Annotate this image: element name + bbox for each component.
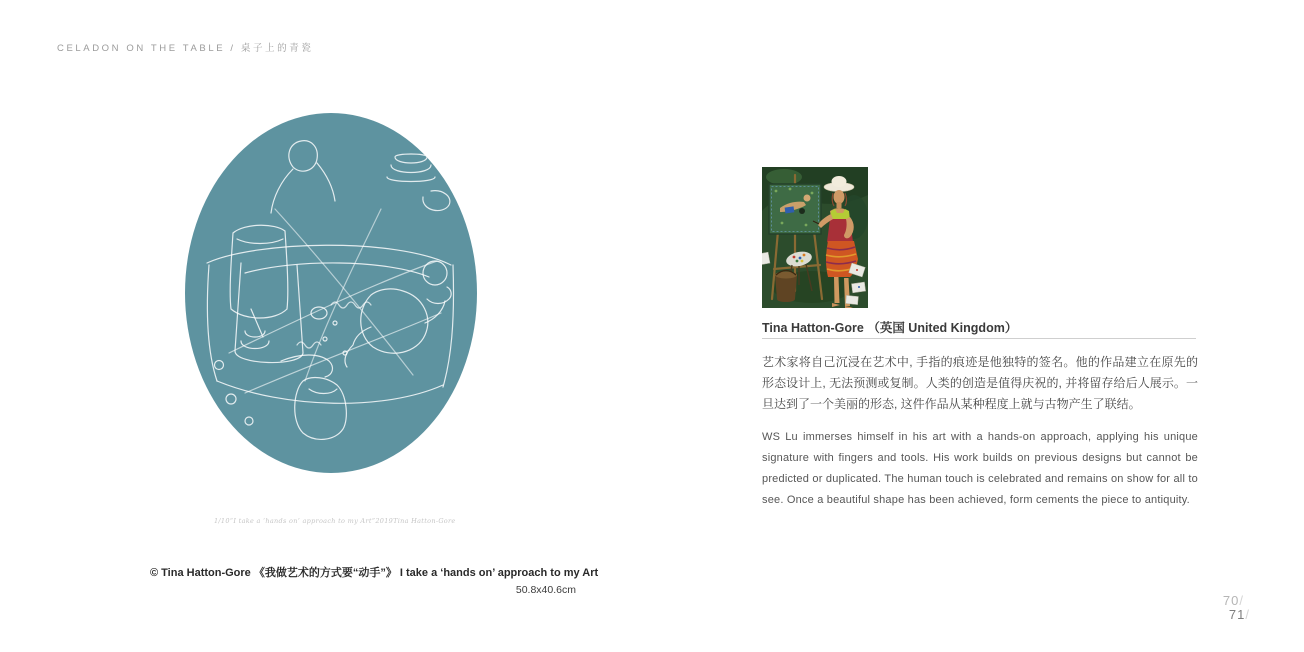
page-number-left-value: 70 xyxy=(1222,593,1240,608)
artist-bio-chinese: 艺术家将自己沉浸在艺术中, 手指的痕迹是他独特的签名。他的作品建立在原先的形态设计上, 无法预测或复制。人类的创造是值得庆祝的, 并将留存给后人展示。一旦达到了一个美丽的形态, 这件作品从某种程度上就与古物产生了联结。 xyxy=(762,355,1198,411)
edition-number: 1/10 xyxy=(214,517,230,525)
page-number-slash: / xyxy=(1245,607,1250,622)
pencil-year: 2019 xyxy=(375,517,394,525)
chapter-header: CELADON ON THE TABLE / 桌子上的青瓷 xyxy=(57,43,314,54)
page-number-right-value: 71 xyxy=(1228,607,1246,622)
divider-rule xyxy=(762,338,1196,339)
artist-portrait-painting xyxy=(762,167,868,308)
pencil-title: “I take a ‘hands on’ approach to my Art” xyxy=(229,517,376,525)
artwork-caption xyxy=(150,564,599,596)
artwork-caption-title: © Tina Hatton-Gore 《我做艺术的方式要“动手”》 I take a ‘hands on’ approach to my Art xyxy=(150,567,599,579)
page-number-left xyxy=(1204,593,1244,608)
artist-photo xyxy=(762,167,868,308)
pencil-inscription xyxy=(214,517,456,525)
pencil-signature: Tina Hatton-Gore xyxy=(393,517,456,525)
page-number-slash: / xyxy=(1239,593,1244,608)
page-number-right xyxy=(1204,607,1250,622)
artwork-print xyxy=(185,113,477,473)
celadon-oval-print xyxy=(185,113,477,473)
artwork-caption-size: 50.8x40.6cm xyxy=(515,584,576,596)
artist-name: Tina Hatton-Gore （英国 United Kingdom） xyxy=(762,321,1018,335)
artist-bio-english: WS Lu immerses himself in his art with a hands-on approach, applying his unique signature with fingers and tools. His work builds on previous designs but cannot be predicted or duplicated. The human touch is celebrated and remains on show for all to see. Once a beautiful shape has been achieved, form cements the piece to antiquity. xyxy=(762,431,1198,506)
